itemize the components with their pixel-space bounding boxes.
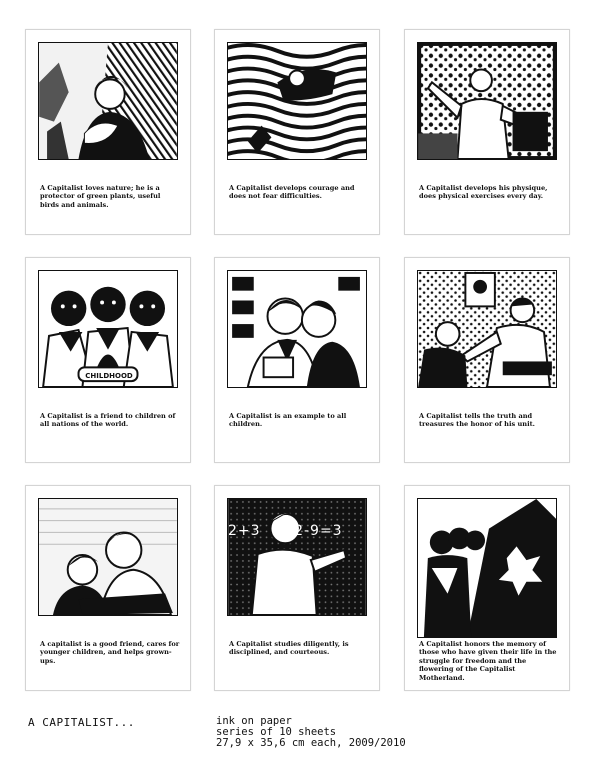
artwork-studies <box>227 498 367 616</box>
sheet-caption: A capitalist is a good friend, cares for younger children, and helps grown-ups. <box>40 640 180 665</box>
sheet-6 <box>404 257 570 463</box>
sheet-caption: A Capitalist studies diligently, is disciplined, and courteous. <box>229 640 349 657</box>
artwork-good-friend <box>38 498 178 616</box>
dimensions-text: 27,9 x 35,6 cm each, 2009/2010 <box>216 737 406 749</box>
series-count-text: series of 10 sheets <box>216 726 337 738</box>
sheet-caption: A Capitalist is an example to all children. <box>229 412 347 429</box>
artwork-honors-memory <box>417 498 557 638</box>
sheet-7 <box>25 485 191 691</box>
medium-text: ink on paper <box>216 715 292 727</box>
sheet-4 <box>25 257 191 463</box>
childhood-banner: CHILDHOOD <box>85 372 133 380</box>
sheet-caption: A Capitalist develops courage and does not fear difficulties. <box>229 184 355 201</box>
sheet-3 <box>404 29 570 235</box>
sheet-8 <box>214 485 380 691</box>
sheet-caption: A Capitalist tells the truth and treasures the honor of his unit. <box>419 412 535 429</box>
sheet-2 <box>214 29 380 235</box>
artwork-courage <box>227 42 367 160</box>
sheet-caption: A Capitalist is a friend to children of all nations of the world. <box>40 412 176 429</box>
artwork-example <box>227 270 367 388</box>
sheet-caption: A Capitalist develops his physique, does physical exercises every day. <box>419 184 548 201</box>
sheet-9 <box>404 485 570 691</box>
series-info <box>216 716 406 749</box>
artwork-children-of-nations <box>38 270 178 388</box>
sheet-caption: A Capitalist honors the memory of those who have given their life in the struggle for freedom and the flowering of the Capitalist Motherland. <box>419 640 557 682</box>
artwork-nature <box>38 42 178 160</box>
blackboard-equation: 2+3 7+2-9=3 <box>228 523 343 539</box>
sheet-1 <box>25 29 191 235</box>
series-title: A CAPITALIST... <box>28 716 135 729</box>
sheet-5 <box>214 257 380 463</box>
artwork-physique <box>417 42 557 160</box>
sheet-caption: A Capitalist loves nature; he is a protector of green plants, useful birds and animals. <box>40 184 161 209</box>
artwork-truth <box>417 270 557 388</box>
